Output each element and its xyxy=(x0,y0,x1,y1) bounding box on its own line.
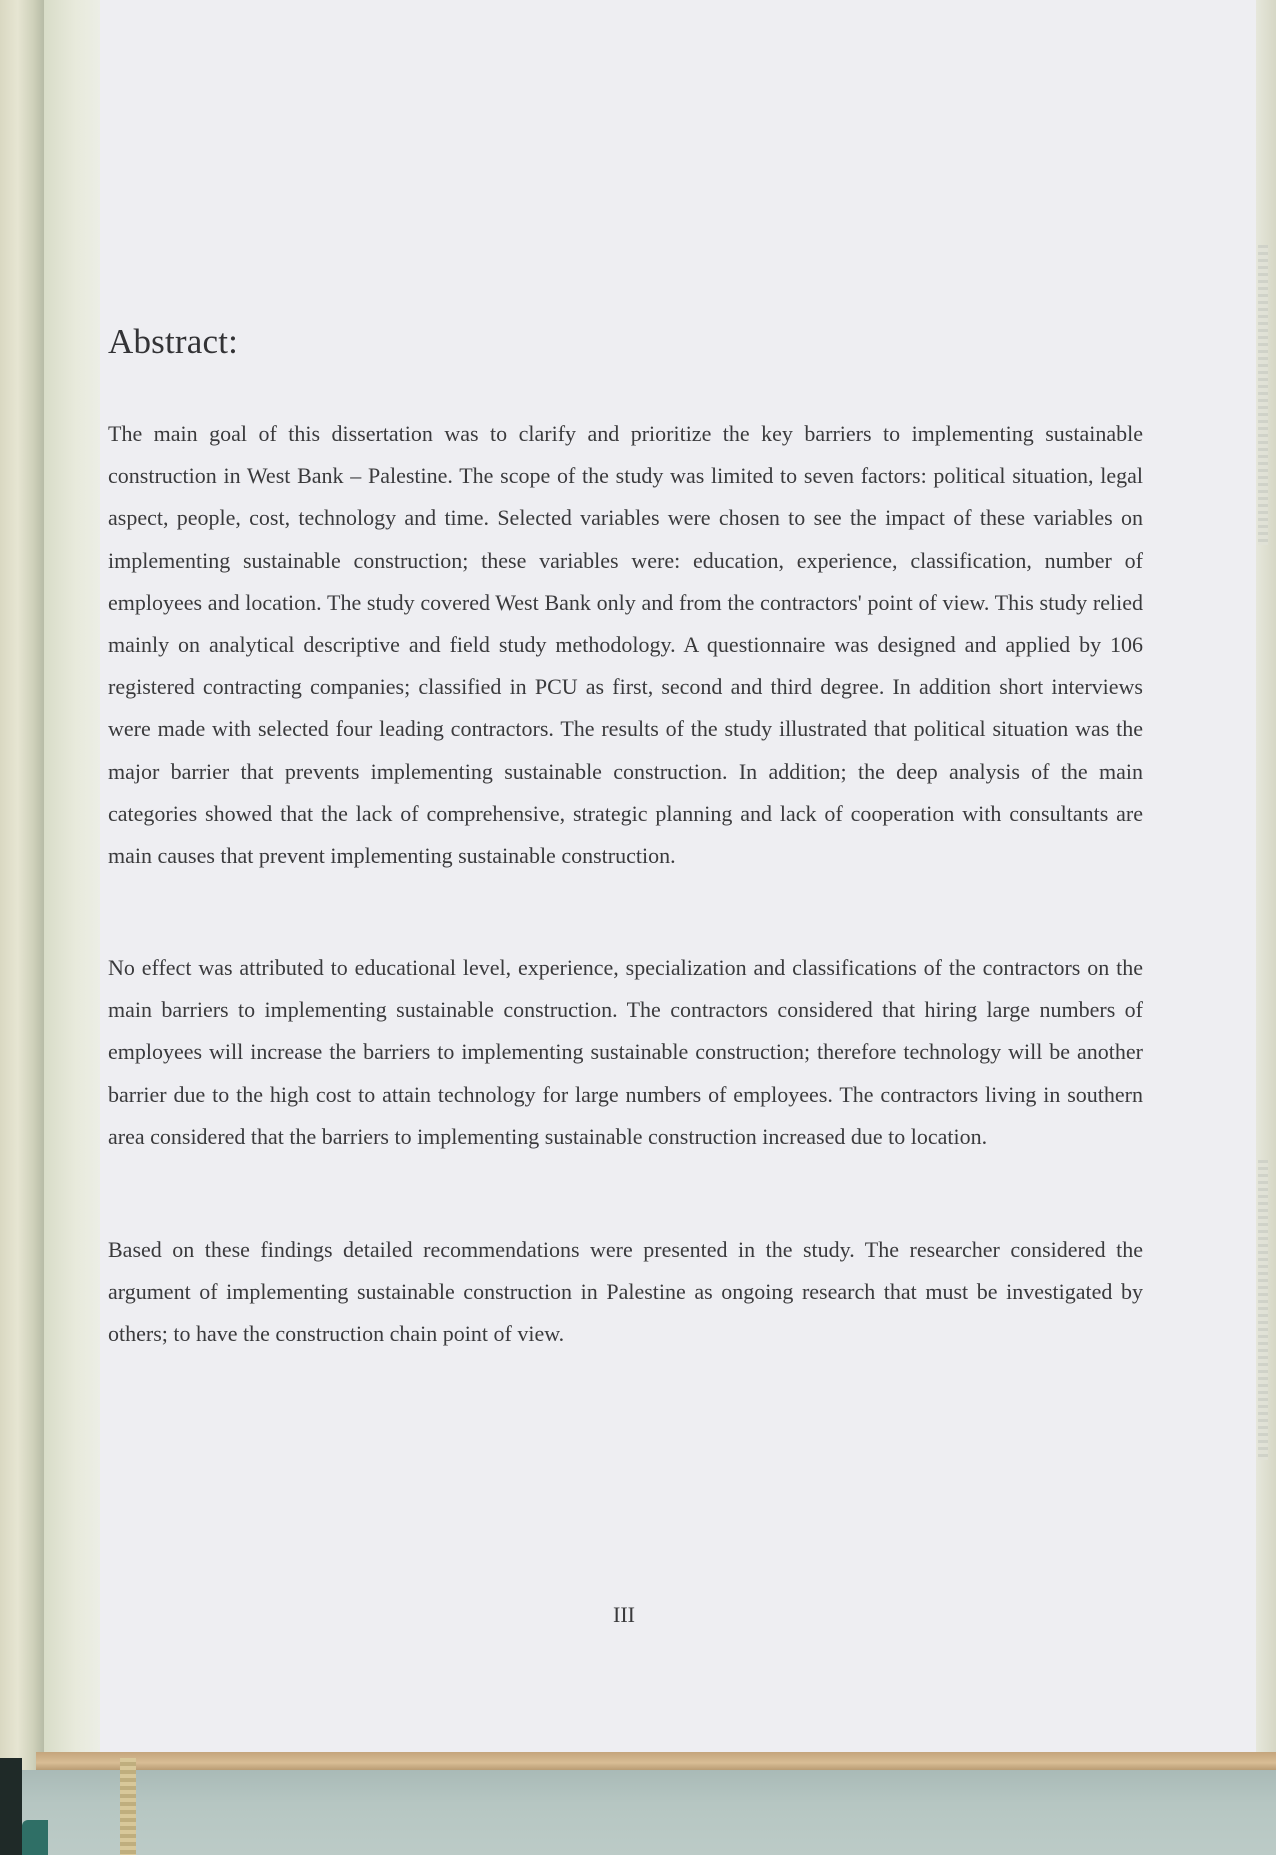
edge-stamp-upper xyxy=(1258,245,1268,545)
edge-stamp-lower xyxy=(1258,1160,1268,1460)
abstract-paragraph-1: The main goal of this dissertation was to clarify and prioritize the key barriers to implementing sustainable construction in West Bank – Palestine. The scope of the study was limited to seven factors: political situation, legal aspect, people, cost, technology and time. Selected variables were chosen to see the impact of these variables on implementing sustainable construction; these variables were: education, experience, classification, number of employees and location. The study covered West Bank only and from the contractors' point of view. This study relied mainly on analytical descriptive and field study methodology. A questionnaire was designed and applied by 106 registered contracting companies; classified in PCU as first, second and third degree. In addition short interviews were made with selected four leading contractors. The results of the study illustrated that political situation was the major barrier that prevents implementing sustainable construction. In addition; the deep analysis of the main categories showed that the lack of comprehensive, strategic planning and lack of cooperation with consultants are main causes that prevent implementing sustainable construction. xyxy=(108,421,1143,869)
page-number: III xyxy=(613,1602,635,1627)
book-spine xyxy=(0,0,44,1855)
scanner-background xyxy=(0,1770,1276,1855)
bookmark-ribbon xyxy=(120,1758,136,1855)
abstract-heading: Abstract: xyxy=(108,322,239,361)
cover-teal-mark xyxy=(22,1820,48,1855)
abstract-paragraph-3: Based on these findings detailed recommendations were presented in the study. The researcher considered the argument of implementing sustainable construction in Palestine as ongoing research that must be investigated by others; to have the construction chain point of view. xyxy=(108,1237,1143,1347)
scanner-dark-corner xyxy=(0,1758,22,1855)
book-cover-bottom-edge xyxy=(36,1752,1276,1770)
abstract-paragraph-2: No effect was attributed to educational level, experience, specialization and classifications of the contractors on the main barriers to implementing sustainable construction. The contractors considered that hiring large numbers of employees will increase the barriers to implementing sustainable construction; therefore technology will be another barrier due to the high cost to attain technology for large numbers of employees. The contractors living in southern area considered that the barriers to implementing sustainable construction increased due to location. xyxy=(108,955,1143,1149)
